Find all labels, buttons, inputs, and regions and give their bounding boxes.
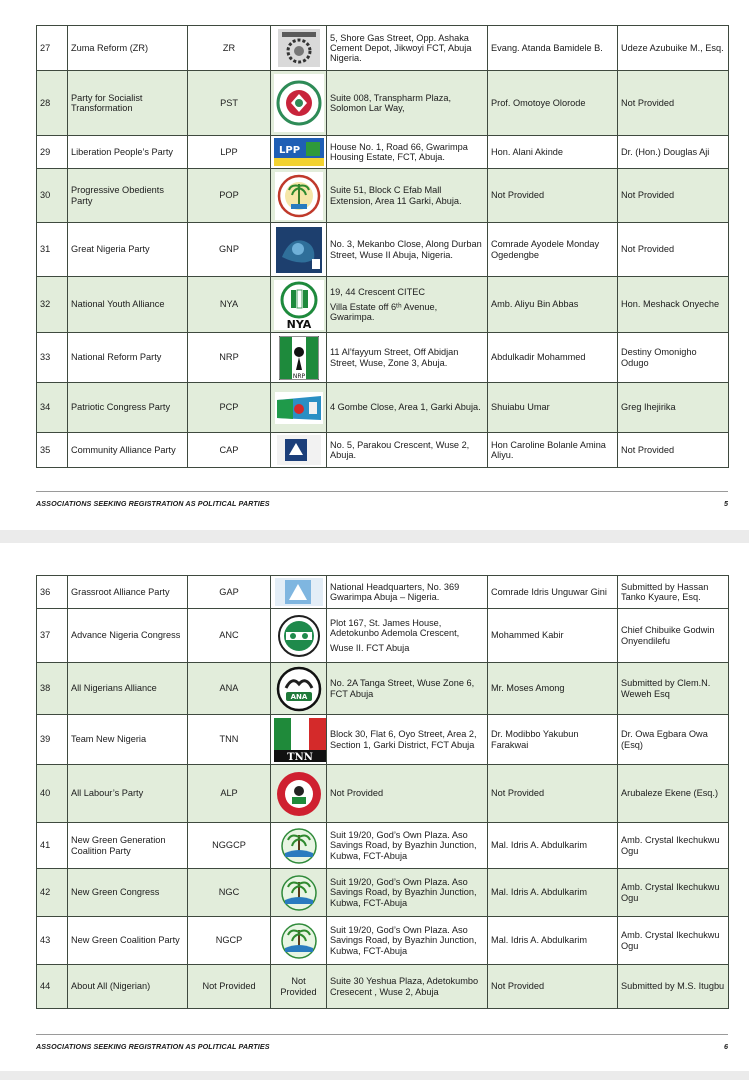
party-chairman: Hon Caroline Bolanle Amina Aliyu. — [488, 433, 618, 468]
party-secretary: Dr. Owa Egbara Owa (Esq) — [618, 715, 729, 765]
party-secretary: Amb. Crystal Ikechukwu Ogu — [618, 917, 729, 965]
party-logo-cell — [271, 136, 327, 169]
party-logo-cell — [271, 333, 327, 383]
pcp-logo — [275, 392, 323, 424]
party-chairman: Prof. Omotoye Olorode — [488, 71, 618, 136]
party-address-line-1: 19, 44 Crescent CITEC — [330, 286, 425, 297]
row-number: 39 — [37, 715, 68, 765]
party-chairman: Evang. Atanda Bamidele B. — [488, 26, 618, 71]
row-number: 34 — [37, 383, 68, 433]
row-number: 30 — [37, 169, 68, 223]
party-chairman: Amb. Aliyu Bin Abbas — [488, 277, 618, 333]
table-row — [37, 869, 729, 917]
party-address: Suite 008, Transpharm Plaza, Solomon Lar Way, — [327, 71, 488, 136]
party-name: About All (Nigerian) — [68, 965, 188, 1009]
party-abbreviation: PST — [188, 71, 271, 136]
svg-text:NYA: NYA — [286, 317, 312, 330]
party-name: New Green Generation Coalition Party — [68, 823, 188, 869]
party-abbreviation: POP — [188, 169, 271, 223]
party-address: Suit 19/20, God’s Own Plaza. Aso Savings Road, by Byazhin Junction, Kubwa, FCT-Abuja — [327, 823, 488, 869]
table-row — [37, 136, 729, 169]
table-row — [37, 765, 729, 823]
page-number: 5 — [724, 499, 728, 508]
party-chairman: Mal. Idris A. Abdulkarim — [488, 917, 618, 965]
party-logo-cell — [271, 169, 327, 223]
footer-divider — [36, 491, 728, 492]
party-abbreviation: ZR — [188, 26, 271, 71]
party-address-line-1: Plot 167, St. James House, Adetokunbo Ademola Crescent, — [330, 617, 460, 638]
party-secretary: Chief Chibuike Godwin Onyendilefu — [618, 609, 729, 663]
footer-divider — [36, 1034, 728, 1035]
row-number: 38 — [37, 663, 68, 715]
row-number: 27 — [37, 26, 68, 71]
party-logo-cell — [271, 715, 327, 765]
page-number: 6 — [724, 1042, 728, 1051]
table-row — [37, 383, 729, 433]
party-secretary: Destiny Omonigho Odugo — [618, 333, 729, 383]
party-name: New Green Congress — [68, 869, 188, 917]
nya-logo — [274, 280, 324, 330]
party-address: 4 Gombe Close, Area 1, Garki Abuja. — [327, 383, 488, 433]
table-row — [37, 71, 729, 136]
party-logo-cell — [271, 869, 327, 917]
row-number: 29 — [37, 136, 68, 169]
row-number: 32 — [37, 277, 68, 333]
party-secretary: Not Provided — [618, 71, 729, 136]
party-abbreviation: GAP — [188, 576, 271, 609]
gnp-logo — [276, 227, 322, 273]
party-chairman: Hon. Alani Akinde — [488, 136, 618, 169]
party-chairman: Not Provided — [488, 765, 618, 823]
nggcp-logo — [279, 827, 319, 865]
party-logo-cell — [271, 223, 327, 277]
party-name: New Green Coalition Party — [68, 917, 188, 965]
party-chairman: Comrade Idris Unguwar Gini — [488, 576, 618, 609]
party-chairman: Abdulkadir Mohammed — [488, 333, 618, 383]
party-abbreviation: ALP — [188, 765, 271, 823]
party-abbreviation: NGGCP — [188, 823, 271, 869]
party-secretary: Submitted by Hassan Tanko Kyaure, Esq. — [618, 576, 729, 609]
party-address: Suite 51, Block C Efab Mall Extension, Area 11 Garki, Abuja. — [327, 169, 488, 223]
party-table-page-5 — [36, 25, 729, 468]
party-abbreviation: CAP — [188, 433, 271, 468]
table-row — [37, 26, 729, 71]
row-number: 36 — [37, 576, 68, 609]
party-abbreviation: LPP — [188, 136, 271, 169]
row-number: 40 — [37, 765, 68, 823]
party-address: 5, Shore Gas Street, Opp. Ashaka Cement Depot, Jikwoyi FCT, Abuja Nigeria. — [327, 26, 488, 71]
party-secretary: Arubaleze Ekene (Esq.) — [618, 765, 729, 823]
party-abbreviation: Not Provided — [188, 965, 271, 1009]
party-address: Suite 30 Yeshua Plaza, Adetokumbo Cresecent , Wuse 2, Abuja — [327, 965, 488, 1009]
party-address-line-2: Wuse II. FCT Abuja — [330, 643, 410, 654]
party-logo-cell: Not Provided — [271, 965, 327, 1009]
party-name: Patriotic Congress Party — [68, 383, 188, 433]
ana-logo — [276, 666, 322, 712]
zr-logo — [278, 29, 320, 67]
footer-title: ASSOCIATIONS SEEKING REGISTRATION AS POLITICAL PARTIES — [36, 499, 270, 508]
party-logo-cell — [271, 26, 327, 71]
table-row — [37, 917, 729, 965]
svg-text:NRP: NRP — [292, 372, 305, 380]
party-secretary: Submitted by M.S. Itugbu — [618, 965, 729, 1009]
row-number: 28 — [37, 71, 68, 136]
anc-logo — [277, 614, 321, 658]
party-abbreviation: TNN — [188, 715, 271, 765]
table-row — [37, 965, 729, 1009]
party-name: Community Alliance Party — [68, 433, 188, 468]
party-secretary: Submitted by Clem.N. Weweh Esq — [618, 663, 729, 715]
party-address: No. 3, Mekanbo Close, Along Durban Street, Wuse II Abuja, Nigeria. — [327, 223, 488, 277]
party-name: All Nigerians Alliance — [68, 663, 188, 715]
gap-logo — [275, 578, 323, 606]
document-page-6 — [0, 543, 749, 1071]
party-logo-cell — [271, 823, 327, 869]
row-number: 31 — [37, 223, 68, 277]
party-address — [327, 609, 488, 663]
party-address: 11 Al’fayyum Street, Off Abidjan Street, Wuse, Zone 3, Abuja. — [327, 333, 488, 383]
table-row — [37, 663, 729, 715]
table-row — [37, 169, 729, 223]
table-row — [37, 223, 729, 277]
row-number: 33 — [37, 333, 68, 383]
party-address: No. 2A Tanga Street, Wuse Zone 6, FCT Abuja — [327, 663, 488, 715]
table-row — [37, 609, 729, 663]
table-row — [37, 823, 729, 869]
table-row — [37, 576, 729, 609]
party-chairman: Mohammed Kabir — [488, 609, 618, 663]
party-abbreviation: NGC — [188, 869, 271, 917]
party-logo-cell — [271, 576, 327, 609]
party-secretary: Not Provided — [618, 433, 729, 468]
party-address: No. 5, Parakou Crescent, Wuse 2, Abuja. — [327, 433, 488, 468]
party-abbreviation: ANA — [188, 663, 271, 715]
party-abbreviation: NYA — [188, 277, 271, 333]
svg-text:ANA: ANA — [290, 692, 307, 701]
party-address: Suit 19/20, God’s Own Plaza. Aso Savings Road, by Byazhin Junction, Kubwa, FCT-Abuja — [327, 917, 488, 965]
row-number: 43 — [37, 917, 68, 965]
footer-title: ASSOCIATIONS SEEKING REGISTRATION AS POLITICAL PARTIES — [36, 1042, 270, 1051]
ngcp-logo — [279, 922, 319, 960]
party-logo-cell — [271, 917, 327, 965]
party-secretary: Amb. Crystal Ikechukwu Ogu — [618, 869, 729, 917]
document-page-5 — [0, 0, 749, 530]
party-address: Suit 19/20, God’s Own Plaza. Aso Savings Road, by Byazhin Junction, Kubwa, FCT-Abuja — [327, 869, 488, 917]
alp-logo — [275, 769, 323, 819]
party-name: Zuma Reform (ZR) — [68, 26, 188, 71]
pop-logo — [275, 172, 323, 220]
party-chairman: Mal. Idris A. Abdulkarim — [488, 869, 618, 917]
party-chairman: Dr. Modibbo Yakubun Farakwai — [488, 715, 618, 765]
party-address-line-2: Villa Estate off 6ᵗʰ Avenue, Gwarimpa. — [330, 301, 438, 323]
party-secretary: Amb. Crystal Ikechukwu Ogu — [618, 823, 729, 869]
party-name: All Labour’s Party — [68, 765, 188, 823]
party-chairman: Not Provided — [488, 965, 618, 1009]
party-address: Block 30, Flat 6, Oyo Street, Area 2, Section 1, Garki District, FCT Abuja — [327, 715, 488, 765]
party-chairman: Shuiabu Umar — [488, 383, 618, 433]
party-name: Great Nigeria Party — [68, 223, 188, 277]
party-abbreviation: NRP — [188, 333, 271, 383]
nrp-logo — [279, 336, 319, 380]
party-secretary: Not Provided — [618, 223, 729, 277]
party-abbreviation: PCP — [188, 383, 271, 433]
row-number: 37 — [37, 609, 68, 663]
row-number: 35 — [37, 433, 68, 468]
table-row — [37, 433, 729, 468]
party-name: Liberation People’s Party — [68, 136, 188, 169]
party-name: Team New Nigeria — [68, 715, 188, 765]
party-name: Party for Socialist Transformation — [68, 71, 188, 136]
party-chairman: Mal. Idris A. Abdulkarim — [488, 823, 618, 869]
party-logo-cell — [271, 609, 327, 663]
party-abbreviation: NGCP — [188, 917, 271, 965]
party-name: National Reform Party — [68, 333, 188, 383]
table-row — [37, 333, 729, 383]
party-logo-cell — [271, 277, 327, 333]
tnn-logo — [274, 718, 326, 762]
party-abbreviation: ANC — [188, 609, 271, 663]
party-secretary: Dr. (Hon.) Douglas Aji — [618, 136, 729, 169]
party-secretary: Greg Ihejirika — [618, 383, 729, 433]
party-abbreviation: GNP — [188, 223, 271, 277]
party-logo-cell — [271, 433, 327, 468]
row-number: 44 — [37, 965, 68, 1009]
row-number: 42 — [37, 869, 68, 917]
table-row — [37, 715, 729, 765]
party-secretary: Udeze Azubuike M., Esq. — [618, 26, 729, 71]
party-name: Advance Nigeria Congress — [68, 609, 188, 663]
party-address: House No. 1, Road 66, Gwarimpa Housing Estate, FCT, Abuja. — [327, 136, 488, 169]
pst-logo — [274, 74, 324, 132]
cap-logo — [277, 435, 321, 465]
party-chairman: Not Provided — [488, 169, 618, 223]
party-chairman: Mr. Moses Among — [488, 663, 618, 715]
ngc-logo — [279, 874, 319, 912]
party-name: Progressive Obedients Party — [68, 169, 188, 223]
lpp-logo — [274, 138, 324, 166]
party-logo-cell — [271, 663, 327, 715]
party-table-page-6 — [36, 575, 729, 1009]
party-name: Grassroot Alliance Party — [68, 576, 188, 609]
party-address — [327, 277, 488, 333]
svg-text:LPP: LPP — [279, 145, 301, 156]
row-number: 41 — [37, 823, 68, 869]
party-secretary: Hon. Meshack Onyeche — [618, 277, 729, 333]
party-address: Not Provided — [327, 765, 488, 823]
party-address: National Headquarters, No. 369 Gwarimpa Abuja – Nigeria. — [327, 576, 488, 609]
party-logo-cell — [271, 383, 327, 433]
table-row — [37, 277, 729, 333]
party-chairman: Comrade Ayodele Monday Ogedengbe — [488, 223, 618, 277]
svg-text:TNN: TNN — [287, 751, 313, 762]
party-logo-cell — [271, 71, 327, 136]
party-name: National Youth Alliance — [68, 277, 188, 333]
party-secretary: Not Provided — [618, 169, 729, 223]
party-logo-cell — [271, 765, 327, 823]
